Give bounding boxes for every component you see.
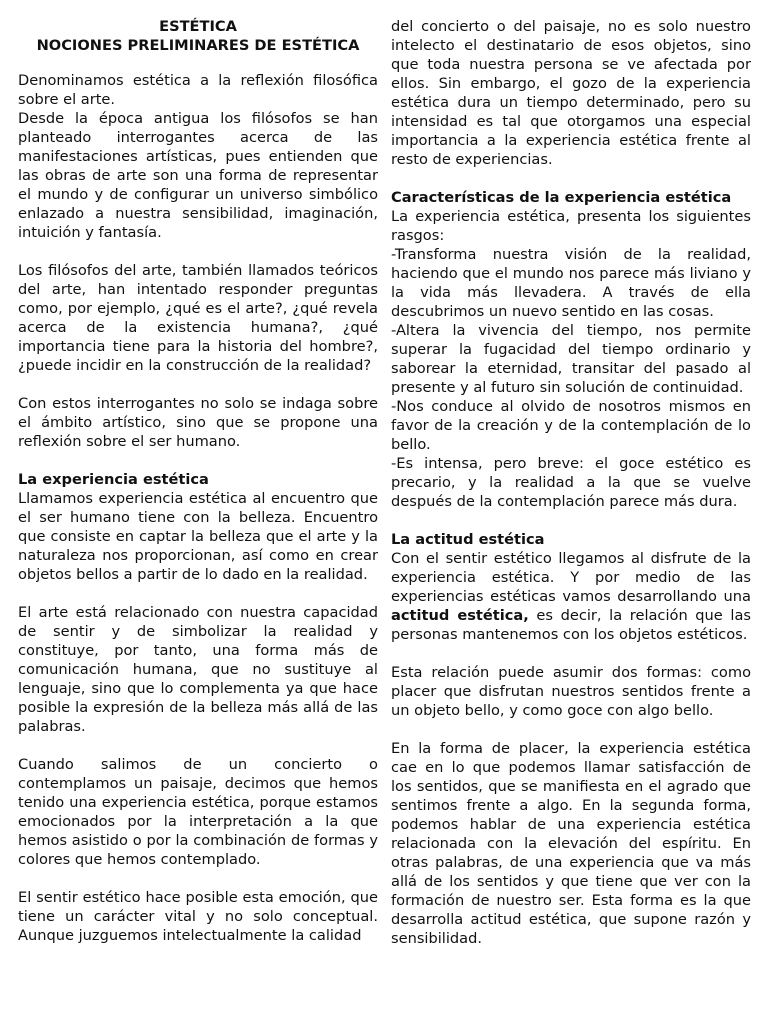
intro-line-1: Denominamos estética a la reflexión filosófica sobre el arte. [18, 72, 378, 108]
rasgo-item: -Altera la vivencia del tiempo, nos permite superar la fugacidad del tiempo ordinario y saborear la eternidad, transitar del pasado al presente y al futuro sin solución de continuidad. [391, 322, 751, 396]
paragraph-formas: En la forma de placer, la experiencia estética cae en lo que podemos llamar satisfacción de los sentidos, que se manifiesta en el agrado que sentimos frente a algo. En la segunda forma, podemos hablar de una experiencia estética relacionada con la elevación del espíritu. En otras palabras, de una experiencia que va más allá de los sentidos y que tiene que ver con la formación de nuestro ser. Esta forma es la que desarrolla actitud estética, que supone razón y sensibilidad. [391, 740, 751, 947]
paragraph-actitud [391, 549, 751, 644]
heading-caracteristicas: Características de la experiencia estética [391, 189, 732, 206]
paragraph-experiencia: Llamamos experiencia estética al encuentro que el ser humano tiene con la belleza. Encuentro que consiste en captar la belleza que el arte y la naturaleza nos proporcionan, así como en crear objetos bellos a partir de lo dado en la realidad. [18, 490, 378, 583]
paragraph-continuation: del concierto o del paisaje, no es solo nuestro intelecto el destinatario de esos objetos, sino que toda nuestra persona se ve afectada por ellos. Sin embargo, el gozo de la experiencia estética dura un tiempo determinado, pero su intensidad es tal que otorgamos una especial importancia a la experiencia estética frente al resto de experiencias. [391, 18, 751, 168]
actitud-text-post: es decir, la relación que las personas mantenemos con los objetos estéticos. [391, 607, 751, 643]
paragraph-interrogantes: Con estos interrogantes no solo se indaga sobre el ámbito artístico, sino que se propone una reflexión sobre el ser humano. [18, 395, 378, 450]
paragraph-filosofos: Los filósofos del arte, también llamados teóricos del arte, han intentado responder preguntas como, por ejemplo, ¿qué es el arte?, ¿qué revela acerca de la existencia humana?, ¿qué importancia tiene para la historia del hombre?, ¿puede incidir en la construcción de la realidad? [18, 262, 378, 374]
actitud-text-pre: Con el sentir estético llegamos al disfrute de la experiencia estética. Y por medio de las experiencias estéticas vamos desarrollando una [391, 550, 751, 605]
intro-paragraph [18, 71, 378, 242]
left-column [18, 17, 378, 945]
paragraph-relacion: Esta relación puede asumir dos formas: como placer que disfrutan nuestros sentidos frente a un objeto bello, y como goce con algo bello. [391, 664, 751, 719]
rasgo-item: -Transforma nuestra visión de la realidad, haciendo que el mundo nos parece más liviano y la vida más llevadera. A través de ella descubrimos un nuevo sentido en las cosas. [391, 246, 751, 320]
document-title [18, 17, 378, 55]
paragraph-arte: El arte está relacionado con nuestra capacidad de sentir y de simbolizar la realidad y constituye, por tanto, una forma más de comunicación humana, que no sustituye al lenguaje, sino que lo complementa ya que hace posible la expresión de la belleza más allá de las palabras. [18, 604, 378, 735]
paragraph-sentir-estetico: El sentir estético hace posible esta emoción, que tiene un carácter vital y no solo conceptual. Aunque juzguemos intelectualmente la calidad [18, 889, 378, 944]
actitud-bold-term: actitud estética, [391, 607, 529, 624]
intro-line-2: Desde la época antigua los filósofos se han planteado interrogantes acerca de las manifestaciones artísticas, pues entienden que las obras de arte son una forma de representar el mundo y de configurar un universo simbólico enlazado a nuestra sensibilidad, imaginación, intuición y fantasía. [18, 110, 378, 241]
rasgos-intro: La experiencia estética, presenta los siguientes rasgos: [391, 208, 751, 244]
heading-experiencia-estetica: La experiencia estética [18, 471, 209, 488]
paragraph-concierto: Cuando salimos de un concierto o contemplamos un paisaje, decimos que hemos tenido una experiencia estética, porque estamos emocionados por la interpretación a la que hemos asistido o por la combinación de formas y colores que hemos contemplado. [18, 756, 378, 868]
heading-actitud-estetica: La actitud estética [391, 531, 545, 548]
title-line-2: NOCIONES PRELIMINARES DE ESTÉTICA [36, 37, 360, 54]
right-column [391, 17, 751, 948]
rasgo-item: -Nos conduce al olvido de nosotros mismos en favor de la creación y de la contemplación de lo bello. [391, 398, 751, 453]
rasgos-list [391, 207, 751, 511]
title-line-1: ESTÉTICA [159, 18, 237, 35]
rasgo-item: -Es intensa, pero breve: el goce estético es precario, y la realidad a la que se vuelve después de la contemplación parece más dura. [391, 455, 751, 510]
